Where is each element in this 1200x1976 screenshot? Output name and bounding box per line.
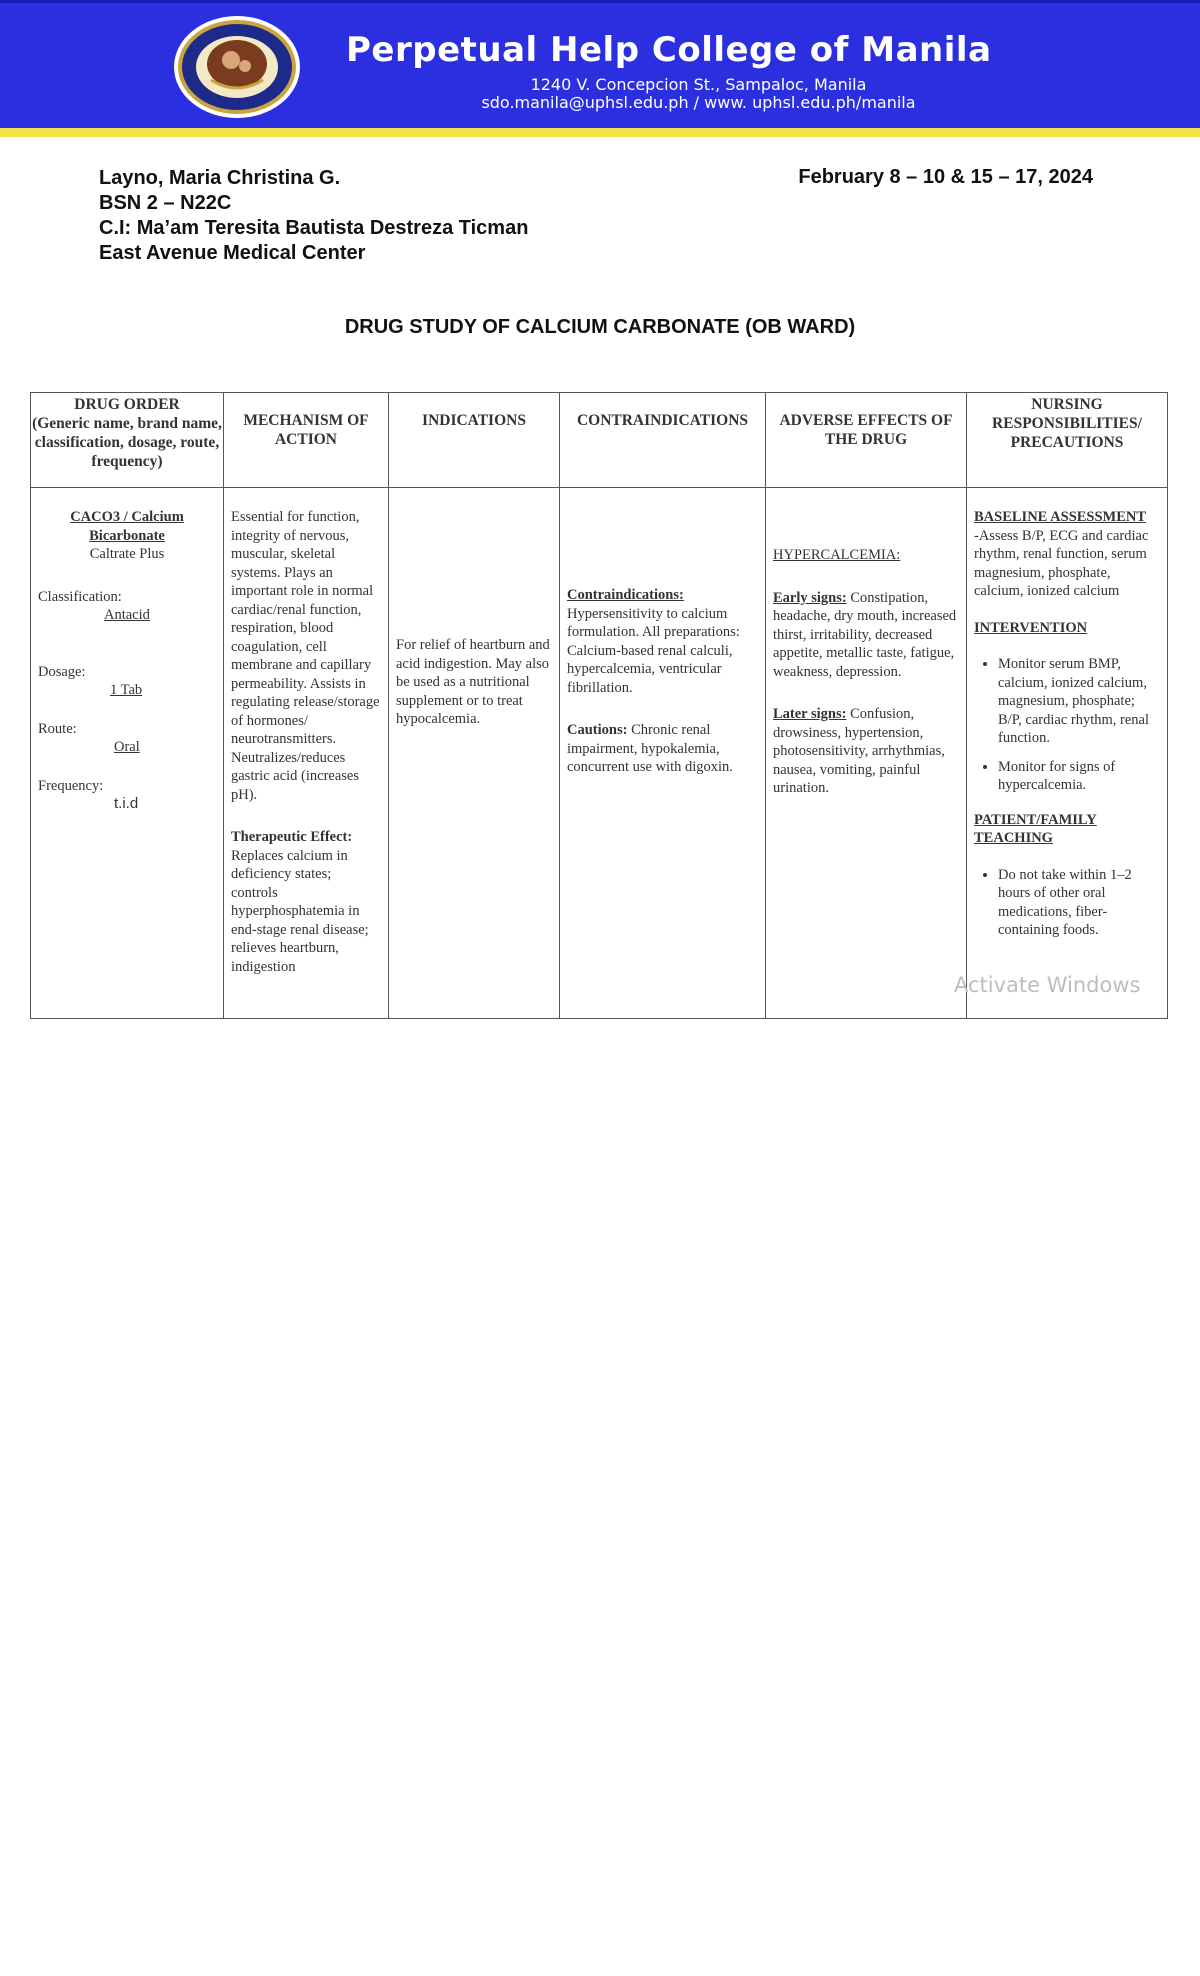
classification-label: Classification:	[38, 588, 122, 605]
table-row	[31, 488, 1168, 1019]
student-section: BSN 2 – N22C	[99, 192, 232, 214]
dosage-value: 1 Tab	[110, 682, 143, 698]
cell-contraindications	[560, 488, 766, 1019]
contraindications-text: Hypersensitivity to calcium formulation. All preparations: Calcium-based renal calculi, hypercalcemia, ventricular fibrillation.	[567, 605, 740, 696]
college-address-contact	[346, 76, 1051, 112]
cell-nursing	[967, 488, 1168, 1019]
document-title: DRUG STUDY OF CALCIUM CARBONATE (OB WARD)	[344, 316, 856, 338]
header-drug-order-sub: (Generic name, brand name, classification, dosage, route, frequency)	[32, 415, 222, 470]
early-signs-text: Constipation, headache, dry mouth, increased thirst, irritability, decreased appetite, metallic taste, fatigue, weakness, depression.	[773, 589, 957, 680]
header-adverse-effects: ADVERSE EFFECTS OF THE DRUG	[766, 393, 967, 488]
intervention-list	[974, 655, 1160, 795]
list-item: • Monitor for signs of hypercalcemia.	[998, 758, 1160, 795]
hospital-name: East Avenue Medical Center	[99, 242, 366, 264]
header-nursing	[967, 393, 1168, 488]
dosage-label: Dosage:	[38, 663, 86, 680]
activate-windows-watermark: Activate Windows	[954, 973, 1141, 997]
table-header-row	[31, 393, 1168, 488]
header-contraindications: CONTRAINDICATIONS	[560, 393, 766, 488]
contraindications-label: Contraindications:	[567, 587, 684, 603]
therapeutic-effect-text: Replaces calcium in deficiency states; controls hyperphosphatemia in end-stage renal disease; relieves heartburn, indigestion	[231, 847, 369, 975]
college-seal-logo	[171, 14, 303, 120]
cell-indications	[389, 488, 560, 1019]
early-signs-block	[773, 589, 959, 682]
college-contact: sdo.manila@uphsl.edu.ph / www. uphsl.edu.ph/manila	[481, 93, 916, 112]
cell-drug-order	[31, 488, 224, 1019]
duty-dates: February 8 – 10 & 15 – 17, 2024	[798, 166, 1093, 188]
header-nursing-label: NURSING RESPONSIBILITIES/ PRECAUTIONS	[992, 396, 1142, 451]
student-name: Layno, Maria Christina G.	[99, 167, 341, 189]
frequency-label: Frequency:	[38, 777, 104, 794]
route-value: Oral	[114, 739, 140, 755]
later-signs-text: Confusion, drowsiness, hypertension, photosensitivity, arrhythmias, nausea, vomiting, painful urination.	[773, 706, 945, 796]
header-mechanism: MECHANISM OF ACTION	[224, 393, 389, 488]
cell-adverse-effects	[766, 488, 967, 1019]
later-signs-label: Later signs:	[773, 706, 847, 722]
mechanism-text: Essential for function, integrity of nervous, muscular, skeletal systems. Plays an important role in normal cardiac/renal function, respiration, blood coagulation, cell membrane and capillary permeability. Assists in regulating release/storage of hormones/ neurotransmitters. Neutralizes/reduces gastric acid (increases pH).	[231, 509, 380, 803]
student-info	[99, 166, 528, 266]
route-label: Route:	[38, 720, 77, 737]
college-address: 1240 V. Concepcion St., Sampaloc, Manila	[530, 75, 867, 94]
clinical-instructor: C.I: Ma’am Teresita Bautista Destreza Ticman	[99, 217, 529, 239]
drug-study-table	[30, 392, 1168, 1019]
header-drug-order-title: DRUG ORDER	[74, 396, 180, 413]
intervention-label: INTERVENTION	[974, 619, 1088, 636]
cell-mechanism	[224, 488, 389, 1019]
early-signs-label: Early signs:	[773, 589, 847, 606]
patient-family-teaching-label: PATIENT/FAMILY TEACHING	[974, 811, 1097, 846]
header-drug-order	[31, 393, 224, 488]
cautions-block	[567, 721, 758, 777]
banner-top-line	[0, 0, 1200, 3]
therapeutic-effect-label: Therapeutic Effect:	[231, 829, 353, 845]
indications-text: For relief of heartburn and acid indigestion. May also be used as a nutritional supplement or to treat hypocalcemia.	[396, 637, 550, 727]
cautions-text: Chronic renal impairment, hypokalemia, concurrent use with digoxin.	[567, 722, 733, 775]
list-item: • Monitor serum BMP, calcium, ionized calcium, magnesium, phosphate; B/P, cardiac rhythm, renal function.	[998, 655, 1160, 748]
header-indications: INDICATIONS	[389, 393, 560, 488]
baseline-assessment-label: BASELINE ASSESSMENT	[974, 509, 1147, 525]
brand-name: Caltrate Plus	[89, 546, 165, 562]
list-item: • Do not take within 1–2 hours of other oral medications, fiber-containing foods.	[998, 866, 1160, 940]
baseline-assessment-text: -Assess B/P, ECG and cardiac rhythm, renal function, serum magnesium, phosphate, calcium, ionized calcium	[974, 527, 1149, 599]
later-signs-block	[773, 705, 959, 798]
generic-name: CACO3 / Calcium Bicarbonate	[70, 509, 184, 544]
college-name: Perpetual Help College of Manila	[346, 30, 992, 70]
frequency-value: t.i.d	[114, 795, 139, 812]
teaching-list	[974, 866, 1160, 940]
cautions-label: Cautions:	[567, 722, 628, 738]
classification-value: Antacid	[104, 607, 150, 623]
header-banner	[0, 0, 1200, 137]
hypercalcemia-heading: HYPERCALCEMIA:	[773, 547, 901, 563]
